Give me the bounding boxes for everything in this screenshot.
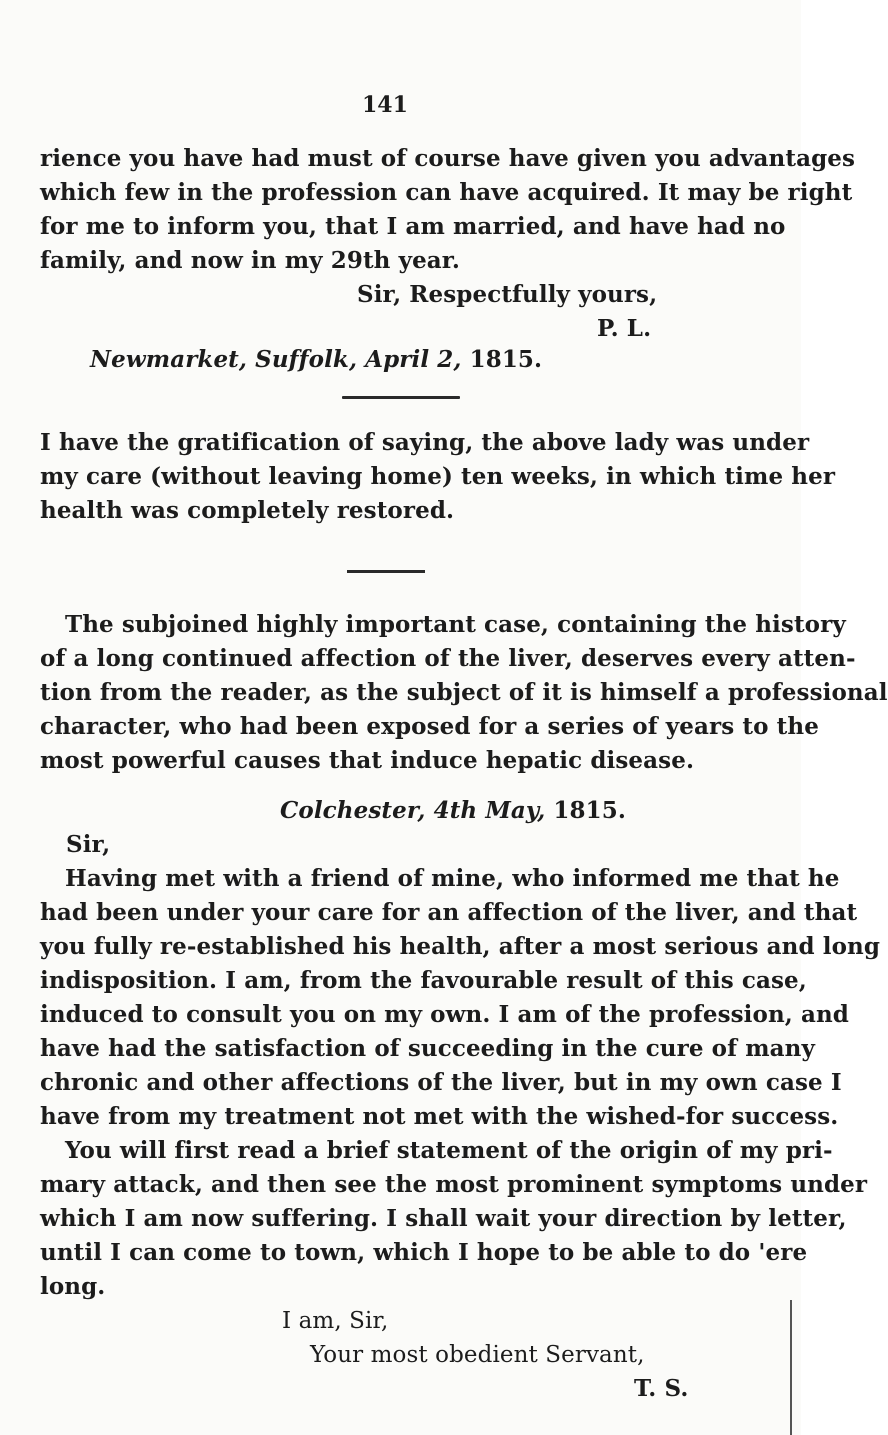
- note-line-3: health was completely restored.: [40, 497, 455, 524]
- letter1-closing: Sir, Respectfully yours,: [357, 281, 658, 308]
- letter1-line-4: family, and now in my 29th year.: [40, 247, 461, 274]
- letter1-line-1: rience you have had must of course have given you advantages: [40, 145, 856, 172]
- section-ornament: [347, 570, 425, 573]
- note-line-2: my care (without leaving home) ten weeks, in which time her: [40, 463, 836, 490]
- letter2-line-10: mary attack, and then see the most prominent symptoms under: [40, 1171, 868, 1198]
- letter2-closing-1: I am, Sir,: [282, 1308, 389, 1334]
- letter1-signature: P. L.: [597, 315, 652, 342]
- letter2-line-5: induced to consult you on my own. I am of the profession, and: [40, 1001, 849, 1028]
- letter2-line-12: until I can come to town, which I hope to be able to do 'ere: [40, 1239, 808, 1266]
- letter2-line-11: which I am now suffering. I shall wait your direction by letter,: [40, 1205, 847, 1232]
- letter2-line-4: indisposition. I am, from the favourable result of this case,: [40, 967, 807, 994]
- letter1-place: Newmarket, Suffolk, April 2,: [90, 346, 462, 373]
- letter2-line-6: have had the satisfaction of succeeding in the cure of many: [40, 1035, 815, 1062]
- intro-line-3: tion from the reader, as the subject of it is himself a professional: [40, 679, 888, 706]
- letter2-line-8: have from my treatment not met with the wished-for success.: [40, 1103, 839, 1130]
- intro-line-5: most powerful causes that induce hepatic disease.: [40, 747, 695, 774]
- intro-line-2: of a long continued affection of the liver, deserves every atten-: [40, 645, 856, 672]
- letter2-closing-2: Your most obedient Servant,: [310, 1342, 645, 1368]
- letter2-salutation: Sir,: [66, 831, 111, 858]
- letter2-line-2: had been under your care for an affection of the liver, and that: [40, 899, 858, 926]
- page-edge-shadow: [790, 1300, 792, 1435]
- letter2-year: 1815.: [553, 797, 626, 824]
- section-divider-rule: [342, 396, 460, 399]
- letter2-line-13: long.: [40, 1273, 106, 1300]
- letter1-year: 1815.: [469, 346, 543, 373]
- letter1-line-2: which few in the profession can have acquired. It may be right: [40, 179, 853, 206]
- page-number: 141: [362, 92, 408, 118]
- note-line-1: I have the gratification of saying, the above lady was under: [40, 429, 810, 456]
- intro-line-4: character, who had been exposed for a series of years to the: [40, 713, 819, 740]
- letter2-line-1: Having met with a friend of mine, who informed me that he: [65, 865, 840, 892]
- letter1-line-3: for me to inform you, that I am married, and have had no: [40, 213, 786, 240]
- letter2-line-9: You will first read a brief statement of the origin of my pri-: [65, 1137, 833, 1164]
- intro-line-1: The subjoined highly important case, containing the history: [65, 611, 846, 638]
- letter2-line-7: chronic and other affections of the liver, but in my own case I: [40, 1069, 842, 1096]
- letter2-place: Colchester, 4th May,: [280, 797, 546, 824]
- letter2-signature: T. S.: [634, 1375, 689, 1402]
- letter2-dateline: [280, 796, 626, 826]
- letter1-dateline: [90, 345, 542, 375]
- letter2-line-3: you fully re-established his health, after a most serious and long: [40, 933, 881, 960]
